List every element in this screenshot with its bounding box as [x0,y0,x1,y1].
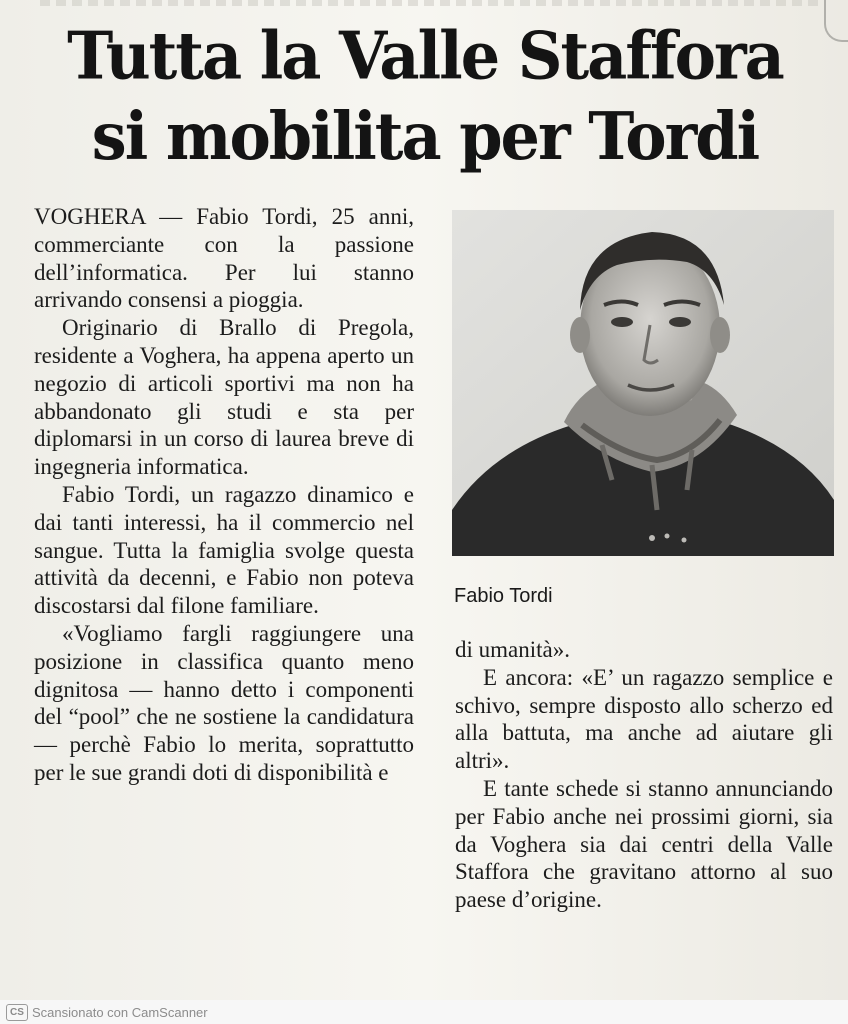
page-corner-mark [824,0,848,42]
cropped-text-strip [40,0,820,6]
paragraph: di umanità». [455,637,570,662]
paragraph: E tante schede si stanno annunciando per Fabio anche nei prossimi giorni, sia da Voghera sia dai centri della Valle Staffora che gravitano attorno al suo paese d’origine. [455,775,833,913]
paragraph: Originario di Brallo di Pregola, residente a Voghera, ha appena aperto un negozio di articoli sportivi ma non ha abbandonato gli studi e sta per diplomarsi in un corso di laurea breve di ingegneria informatica. [34,315,414,480]
photo-caption: Fabio Tordi [454,585,553,607]
paragraph: VOGHERA — Fabio Tordi, 25 anni, commerciante con la passione dell’informatica. Per lui stanno arrivando consensi a pioggia. [34,204,414,313]
headline [30,16,820,177]
article-column-right [455,636,833,914]
paragraph: Fabio Tordi, un ragazzo dinamico e dai tanti interessi, ha il commercio nel sangue. Tutta la famiglia svolge questa attività da decenni, e Fabio non poteva discostarsi dal filone familiare. [34,481,414,619]
portrait-photo [452,210,834,556]
paragraph: E ancora: «E’ un ragazzo semplice e schivo, sempre disposto allo scherzo ed alla battuta, ma anche ad aiutare gli altri». [455,664,833,774]
scanner-footer [0,1000,848,1024]
article-column-left [34,203,414,787]
paragraph: «Vogliamo fargli raggiungere una posizione in classifica quanto meno dignitosa — hanno detto i componenti del “pool” che ne sostiene la candidatura — perchè Fabio lo merita, soprattutto per le sue grandi doti di disponibilità e [34,620,414,785]
scanner-watermark-text: Scansionato con CamScanner [32,1005,208,1020]
portrait-illustration [452,210,834,556]
headline-line-1: Tutta la Valle Staffora [67,17,783,95]
headline-line-2: si mobilita per Tordi [91,97,759,175]
camscanner-logo-icon: CS [6,1004,28,1021]
